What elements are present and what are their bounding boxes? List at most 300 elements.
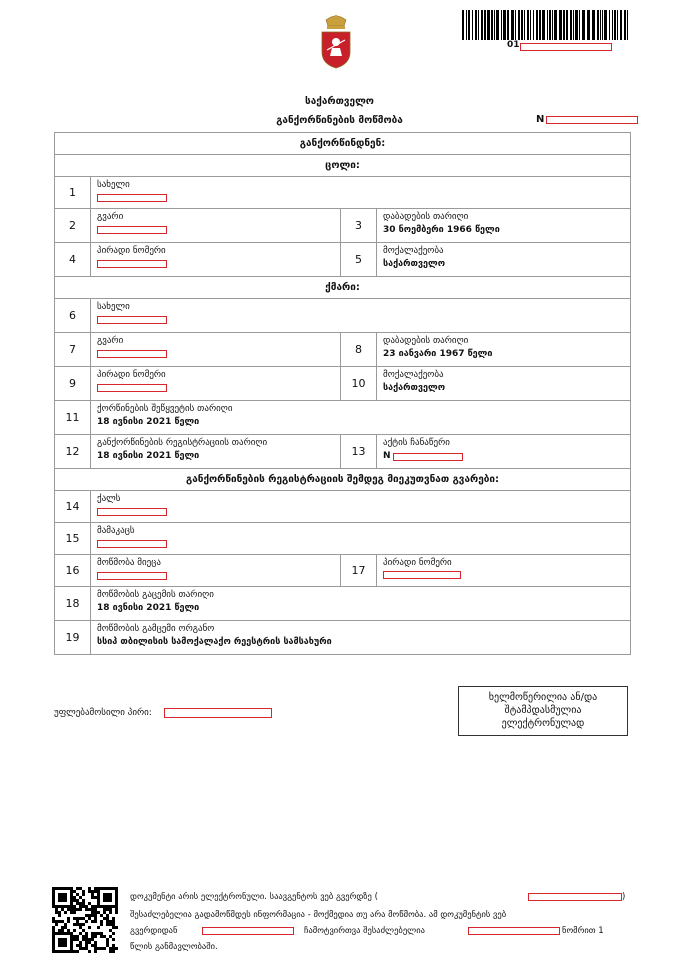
barcode-bar bbox=[524, 10, 525, 40]
qr-module bbox=[94, 896, 97, 899]
field-value: 18 ივნისი 2021 წელი bbox=[97, 417, 200, 427]
footer-redacted-2 bbox=[468, 927, 560, 935]
row-number: 13 bbox=[341, 435, 377, 469]
qr-module bbox=[109, 947, 112, 950]
barcode-bar bbox=[533, 10, 534, 40]
qr-module bbox=[58, 911, 61, 914]
wife-personal-number-redacted bbox=[97, 260, 167, 268]
qr-module bbox=[61, 908, 64, 911]
qr-module bbox=[91, 905, 94, 908]
barcode-bar bbox=[563, 10, 565, 40]
barcode-bar bbox=[612, 10, 613, 40]
qr-module bbox=[67, 920, 70, 923]
qr-module bbox=[88, 950, 91, 953]
woman-surname-redacted bbox=[97, 508, 167, 516]
qr-module bbox=[79, 902, 82, 905]
coat-of-arms-icon bbox=[318, 12, 354, 70]
row-number: 3 bbox=[341, 209, 377, 243]
barcode-bar bbox=[575, 10, 578, 40]
certificate-table bbox=[54, 132, 631, 655]
barcode-number-redacted bbox=[520, 43, 612, 51]
qr-module bbox=[91, 944, 94, 947]
qr-module bbox=[76, 920, 79, 923]
qr-module bbox=[85, 914, 88, 917]
qr-module bbox=[79, 941, 82, 944]
barcode-bar bbox=[579, 10, 580, 40]
qr-module bbox=[82, 917, 85, 920]
qr-module bbox=[73, 950, 76, 953]
barcode-bar bbox=[530, 10, 531, 40]
footer-line-4: წლის განმავლობაში. bbox=[130, 942, 218, 952]
husband-birthdate-cell bbox=[377, 333, 631, 367]
qr-code-icon bbox=[52, 887, 120, 960]
qr-module bbox=[94, 887, 97, 890]
barcode bbox=[462, 10, 632, 42]
row-number: 10 bbox=[341, 367, 377, 401]
qr-module bbox=[73, 896, 76, 899]
qr-module bbox=[94, 914, 97, 917]
qr-module bbox=[94, 911, 97, 914]
qr-module bbox=[58, 893, 67, 902]
field-label: გვარი bbox=[97, 336, 124, 346]
field-label: განქორწინების რეგისტრაციის თარიღი bbox=[97, 438, 268, 448]
barcode-bar bbox=[624, 10, 626, 40]
section-surnames-after: განქორწინების რეგისტრაციის შემდეგ მიეკუთვნათ გვარები: bbox=[55, 469, 631, 491]
wife-name-redacted bbox=[97, 194, 167, 202]
qr-module bbox=[79, 887, 82, 890]
footer-line-1 bbox=[130, 892, 378, 903]
qr-module bbox=[94, 917, 97, 920]
qr-module bbox=[91, 914, 94, 917]
stamp-line: შტამპდასმულია bbox=[504, 705, 582, 716]
husband-surname-cell bbox=[91, 333, 341, 367]
qr-module bbox=[88, 890, 91, 893]
authorized-person-label: უფლებამოსილი პირი: bbox=[54, 708, 152, 718]
qr-module bbox=[106, 920, 109, 923]
qr-module bbox=[76, 950, 79, 953]
field-label: სახელი bbox=[97, 180, 130, 190]
field-label: პირადი ნომერი bbox=[97, 370, 166, 380]
qr-module bbox=[112, 923, 115, 926]
row-number: 15 bbox=[55, 523, 91, 555]
qr-module bbox=[55, 920, 58, 923]
qr-module bbox=[109, 929, 112, 932]
qr-module bbox=[73, 908, 76, 911]
qr-module bbox=[52, 926, 55, 929]
barcode-bar bbox=[503, 10, 506, 40]
requester-cell bbox=[91, 555, 341, 587]
barcode-bar bbox=[475, 10, 477, 40]
qr-module bbox=[73, 929, 76, 932]
field-value: სსიპ თბილისის სამოქალაქო რეესტრის სამსახური bbox=[97, 637, 332, 647]
qr-module bbox=[97, 947, 100, 950]
qr-module bbox=[112, 938, 115, 941]
barcode-bar bbox=[609, 10, 610, 40]
requester-pn-cell bbox=[377, 555, 631, 587]
qr-module bbox=[109, 923, 112, 926]
qr-module bbox=[91, 896, 94, 899]
qr-module bbox=[58, 914, 61, 917]
qr-module bbox=[76, 923, 79, 926]
barcode-bar bbox=[592, 10, 595, 40]
qr-module bbox=[58, 938, 67, 947]
section-husband: ქმარი: bbox=[55, 277, 631, 299]
barcode-bar bbox=[617, 10, 618, 40]
section-divorced: განქორწინდნენ: bbox=[55, 133, 631, 155]
barcode-bar bbox=[487, 10, 490, 40]
barcode-bar bbox=[549, 10, 551, 40]
row-number: 5 bbox=[341, 243, 377, 277]
barcode-bar bbox=[627, 10, 628, 40]
qr-module bbox=[61, 926, 64, 929]
qr-module bbox=[103, 935, 106, 938]
barcode-bar bbox=[614, 10, 616, 40]
field-label: მოწმობის გამცემი ორგანო bbox=[97, 624, 215, 634]
requester-redacted bbox=[97, 572, 167, 580]
qr-module bbox=[94, 890, 97, 893]
barcode-bar bbox=[484, 10, 486, 40]
qr-module bbox=[100, 923, 103, 926]
qr-module bbox=[79, 926, 82, 929]
husband-surname-redacted bbox=[97, 350, 167, 358]
barcode-bar bbox=[494, 10, 495, 40]
barcode-bar bbox=[507, 10, 509, 40]
qr-module bbox=[88, 902, 91, 905]
qr-module bbox=[85, 938, 88, 941]
qr-module bbox=[73, 911, 76, 914]
barcode-bar bbox=[478, 10, 479, 40]
qr-module bbox=[58, 920, 61, 923]
row-number: 19 bbox=[55, 621, 91, 655]
qr-module bbox=[73, 905, 76, 908]
act-record-prefix: N bbox=[383, 451, 391, 461]
qr-module bbox=[100, 932, 103, 935]
barcode-bar bbox=[536, 10, 538, 40]
barcode-prefix: 01 bbox=[507, 40, 520, 50]
act-record-redacted bbox=[393, 453, 463, 461]
stamp-line: ხელმოწერილია ან/და bbox=[488, 692, 598, 703]
qr-module bbox=[85, 920, 88, 923]
barcode-bar bbox=[511, 10, 514, 40]
qr-module bbox=[85, 944, 88, 947]
barcode-bar bbox=[491, 10, 493, 40]
wife-name-cell bbox=[91, 177, 631, 209]
doc-number-redacted bbox=[546, 116, 638, 124]
qr-module bbox=[91, 932, 94, 935]
barcode-bar bbox=[542, 10, 545, 40]
qr-module bbox=[112, 944, 115, 947]
qr-module bbox=[85, 905, 88, 908]
qr-module bbox=[94, 932, 97, 935]
field-value: 18 ივნისი 2021 წელი bbox=[97, 451, 200, 461]
qr-module bbox=[97, 926, 100, 929]
barcode-bar bbox=[527, 10, 529, 40]
field-label: პირადი ნომერი bbox=[383, 558, 452, 568]
field-value: 23 იანვარი 1967 წელი bbox=[383, 349, 493, 359]
doc-number-prefix: N bbox=[536, 114, 545, 125]
qr-module bbox=[91, 890, 94, 893]
field-label: პირადი ნომერი bbox=[97, 246, 166, 256]
row-number: 12 bbox=[55, 435, 91, 469]
row-number: 18 bbox=[55, 587, 91, 621]
barcode-bar bbox=[602, 10, 603, 40]
qr-module bbox=[79, 947, 82, 950]
qr-module bbox=[76, 893, 79, 896]
qr-module bbox=[115, 908, 118, 911]
barcode-bar bbox=[554, 10, 557, 40]
section-wife: ცოლი: bbox=[55, 155, 631, 177]
qr-module bbox=[100, 920, 103, 923]
barcode-bar bbox=[582, 10, 585, 40]
country-title: საქართველო bbox=[305, 96, 374, 107]
qr-module bbox=[76, 902, 79, 905]
qr-module bbox=[85, 932, 88, 935]
woman-surname-cell bbox=[91, 491, 631, 523]
row-number: 17 bbox=[341, 555, 377, 587]
qr-module bbox=[73, 938, 76, 941]
footer-text: დოკუმენტი არის ელექტრონული. საავგენტოს ვებ გვერდზე ( bbox=[130, 892, 378, 902]
barcode-bar bbox=[468, 10, 470, 40]
field-label: დაბადების თარიღი bbox=[383, 212, 469, 222]
footer-url-redacted bbox=[528, 893, 622, 901]
qr-module bbox=[91, 893, 94, 896]
barcode-bar bbox=[552, 10, 553, 40]
qr-module bbox=[76, 938, 79, 941]
qr-module bbox=[109, 950, 112, 953]
qr-module bbox=[76, 899, 79, 902]
qr-module bbox=[70, 911, 73, 914]
registration-date-cell bbox=[91, 435, 341, 469]
barcode-bar bbox=[547, 10, 548, 40]
termination-date-cell bbox=[91, 401, 631, 435]
qr-module bbox=[97, 932, 100, 935]
qr-module bbox=[94, 941, 97, 944]
qr-module bbox=[103, 917, 106, 920]
barcode-bar bbox=[515, 10, 516, 40]
qr-module bbox=[94, 905, 97, 908]
qr-module bbox=[109, 911, 112, 914]
qr-module bbox=[82, 890, 85, 893]
qr-module bbox=[112, 950, 115, 953]
field-value: 18 ივნისი 2021 წელი bbox=[97, 603, 200, 613]
qr-module bbox=[73, 935, 76, 938]
qr-module bbox=[67, 908, 70, 911]
stamp-line: ელექტრონულად bbox=[501, 718, 585, 729]
qr-module bbox=[82, 935, 85, 938]
wife-citizenship-cell bbox=[377, 243, 631, 277]
barcode-bar bbox=[518, 10, 520, 40]
row-number: 16 bbox=[55, 555, 91, 587]
qr-module bbox=[67, 929, 70, 932]
field-value: საქართველო bbox=[383, 259, 446, 269]
qr-module bbox=[88, 926, 91, 929]
barcode-bar bbox=[587, 10, 590, 40]
row-number: 4 bbox=[55, 243, 91, 277]
electronic-signature-box bbox=[458, 686, 628, 736]
qr-module bbox=[85, 947, 88, 950]
qr-module bbox=[94, 950, 97, 953]
qr-module bbox=[73, 917, 76, 920]
barcode-bar bbox=[600, 10, 601, 40]
qr-module bbox=[82, 923, 85, 926]
barcode-bar bbox=[496, 10, 499, 40]
row-number: 1 bbox=[55, 177, 91, 209]
qr-module bbox=[76, 935, 79, 938]
qr-module bbox=[115, 926, 118, 929]
qr-module bbox=[103, 893, 112, 902]
qr-module bbox=[88, 938, 91, 941]
husband-personal-number-cell bbox=[91, 367, 341, 401]
qr-module bbox=[112, 920, 115, 923]
row-number: 2 bbox=[55, 209, 91, 243]
footer-text: ჩამოტვირთვა შესაძლებელია bbox=[304, 926, 425, 936]
qr-module bbox=[82, 905, 85, 908]
qr-module bbox=[103, 947, 106, 950]
field-label: ქორწინების შეწყვეტის თარიღი bbox=[97, 404, 233, 414]
footer-text: ნომრით 1 bbox=[562, 926, 604, 936]
qr-module bbox=[100, 935, 103, 938]
husband-personal-number-redacted bbox=[97, 384, 167, 392]
footer-text: გვერდიდან bbox=[130, 926, 178, 936]
field-label: აქტის ჩანაწერი bbox=[383, 438, 450, 448]
field-label: სახელი bbox=[97, 302, 130, 312]
barcode-bar bbox=[466, 10, 467, 40]
qr-module bbox=[85, 935, 88, 938]
qr-module bbox=[55, 908, 58, 911]
qr-module bbox=[52, 917, 55, 920]
footer-redacted-1 bbox=[202, 927, 294, 935]
husband-name-redacted bbox=[97, 316, 167, 324]
qr-module bbox=[100, 914, 103, 917]
man-surname-redacted bbox=[97, 540, 167, 548]
field-label: მოქალაქეობა bbox=[383, 246, 444, 256]
qr-module bbox=[85, 941, 88, 944]
document-title: განქორწინების მოწმობა bbox=[276, 115, 403, 126]
qr-module bbox=[106, 923, 109, 926]
qr-module bbox=[106, 941, 109, 944]
qr-module bbox=[73, 923, 76, 926]
qr-module bbox=[73, 899, 76, 902]
field-label: გვარი bbox=[97, 212, 124, 222]
barcode-bar bbox=[566, 10, 568, 40]
qr-module bbox=[103, 911, 106, 914]
field-label: ქალს bbox=[97, 494, 121, 504]
barcode-bar bbox=[559, 10, 562, 40]
qr-module bbox=[76, 908, 79, 911]
qr-module bbox=[106, 908, 109, 911]
qr-module bbox=[97, 911, 100, 914]
qr-module bbox=[79, 932, 82, 935]
barcode-bar bbox=[573, 10, 574, 40]
qr-module bbox=[88, 941, 91, 944]
qr-module bbox=[64, 926, 67, 929]
requester-pn-redacted bbox=[383, 571, 461, 579]
qr-module bbox=[94, 944, 97, 947]
issuer-cell bbox=[91, 621, 631, 655]
field-value: საქართველო bbox=[383, 383, 446, 393]
qr-module bbox=[94, 935, 97, 938]
qr-module bbox=[52, 920, 55, 923]
field-label: მოქალაქეობა bbox=[383, 370, 444, 380]
row-number: 6 bbox=[55, 299, 91, 333]
barcode-bar bbox=[462, 10, 464, 40]
qr-module bbox=[88, 914, 91, 917]
field-label: მამაკაცს bbox=[97, 526, 135, 536]
field-value: 30 ნოემბერი 1966 წელი bbox=[383, 225, 500, 235]
qr-module bbox=[88, 908, 91, 911]
qr-module bbox=[82, 902, 85, 905]
qr-module bbox=[67, 917, 70, 920]
qr-module bbox=[112, 947, 115, 950]
wife-surname-cell bbox=[91, 209, 341, 243]
qr-module bbox=[109, 920, 112, 923]
qr-module bbox=[91, 938, 94, 941]
field-label: მოწმობის გაცემის თარიღი bbox=[97, 590, 214, 600]
row-number: 14 bbox=[55, 491, 91, 523]
qr-module bbox=[58, 929, 61, 932]
qr-module bbox=[79, 944, 82, 947]
qr-module bbox=[79, 923, 82, 926]
qr-module bbox=[64, 911, 67, 914]
qr-module bbox=[115, 947, 118, 950]
footer-text: ) bbox=[622, 892, 626, 902]
qr-module bbox=[100, 947, 103, 950]
row-number: 8 bbox=[341, 333, 377, 367]
qr-module bbox=[106, 917, 109, 920]
field-label: დაბადების თარიღი bbox=[383, 336, 469, 346]
barcode-bar bbox=[604, 10, 607, 40]
qr-module bbox=[76, 887, 79, 890]
qr-module bbox=[91, 911, 94, 914]
authorized-person-redacted bbox=[164, 708, 272, 718]
qr-module bbox=[61, 929, 64, 932]
qr-module bbox=[91, 935, 94, 938]
qr-module bbox=[109, 908, 112, 911]
qr-module bbox=[115, 911, 118, 914]
issue-date-cell bbox=[91, 587, 631, 621]
husband-citizenship-cell bbox=[377, 367, 631, 401]
qr-module bbox=[91, 908, 94, 911]
husband-name-cell bbox=[91, 299, 631, 333]
qr-module bbox=[61, 920, 64, 923]
qr-module bbox=[106, 914, 109, 917]
row-number: 9 bbox=[55, 367, 91, 401]
qr-module bbox=[79, 917, 82, 920]
qr-module bbox=[82, 893, 85, 896]
wife-birthdate-cell bbox=[377, 209, 631, 243]
qr-module bbox=[103, 908, 106, 911]
barcode-bar bbox=[472, 10, 473, 40]
qr-module bbox=[88, 887, 91, 890]
qr-module bbox=[64, 923, 67, 926]
qr-module bbox=[88, 917, 91, 920]
row-number: 7 bbox=[55, 333, 91, 367]
qr-module bbox=[79, 896, 82, 899]
qr-module bbox=[76, 917, 79, 920]
qr-module bbox=[82, 938, 85, 941]
row-number: 11 bbox=[55, 401, 91, 435]
man-surname-cell bbox=[91, 523, 631, 555]
qr-module bbox=[55, 911, 58, 914]
qr-module bbox=[106, 938, 109, 941]
qr-module bbox=[109, 935, 112, 938]
barcode-bar bbox=[539, 10, 541, 40]
qr-module bbox=[112, 917, 115, 920]
barcode-bar bbox=[521, 10, 523, 40]
qr-module bbox=[112, 926, 115, 929]
qr-module bbox=[106, 944, 109, 947]
wife-personal-number-cell bbox=[91, 243, 341, 277]
